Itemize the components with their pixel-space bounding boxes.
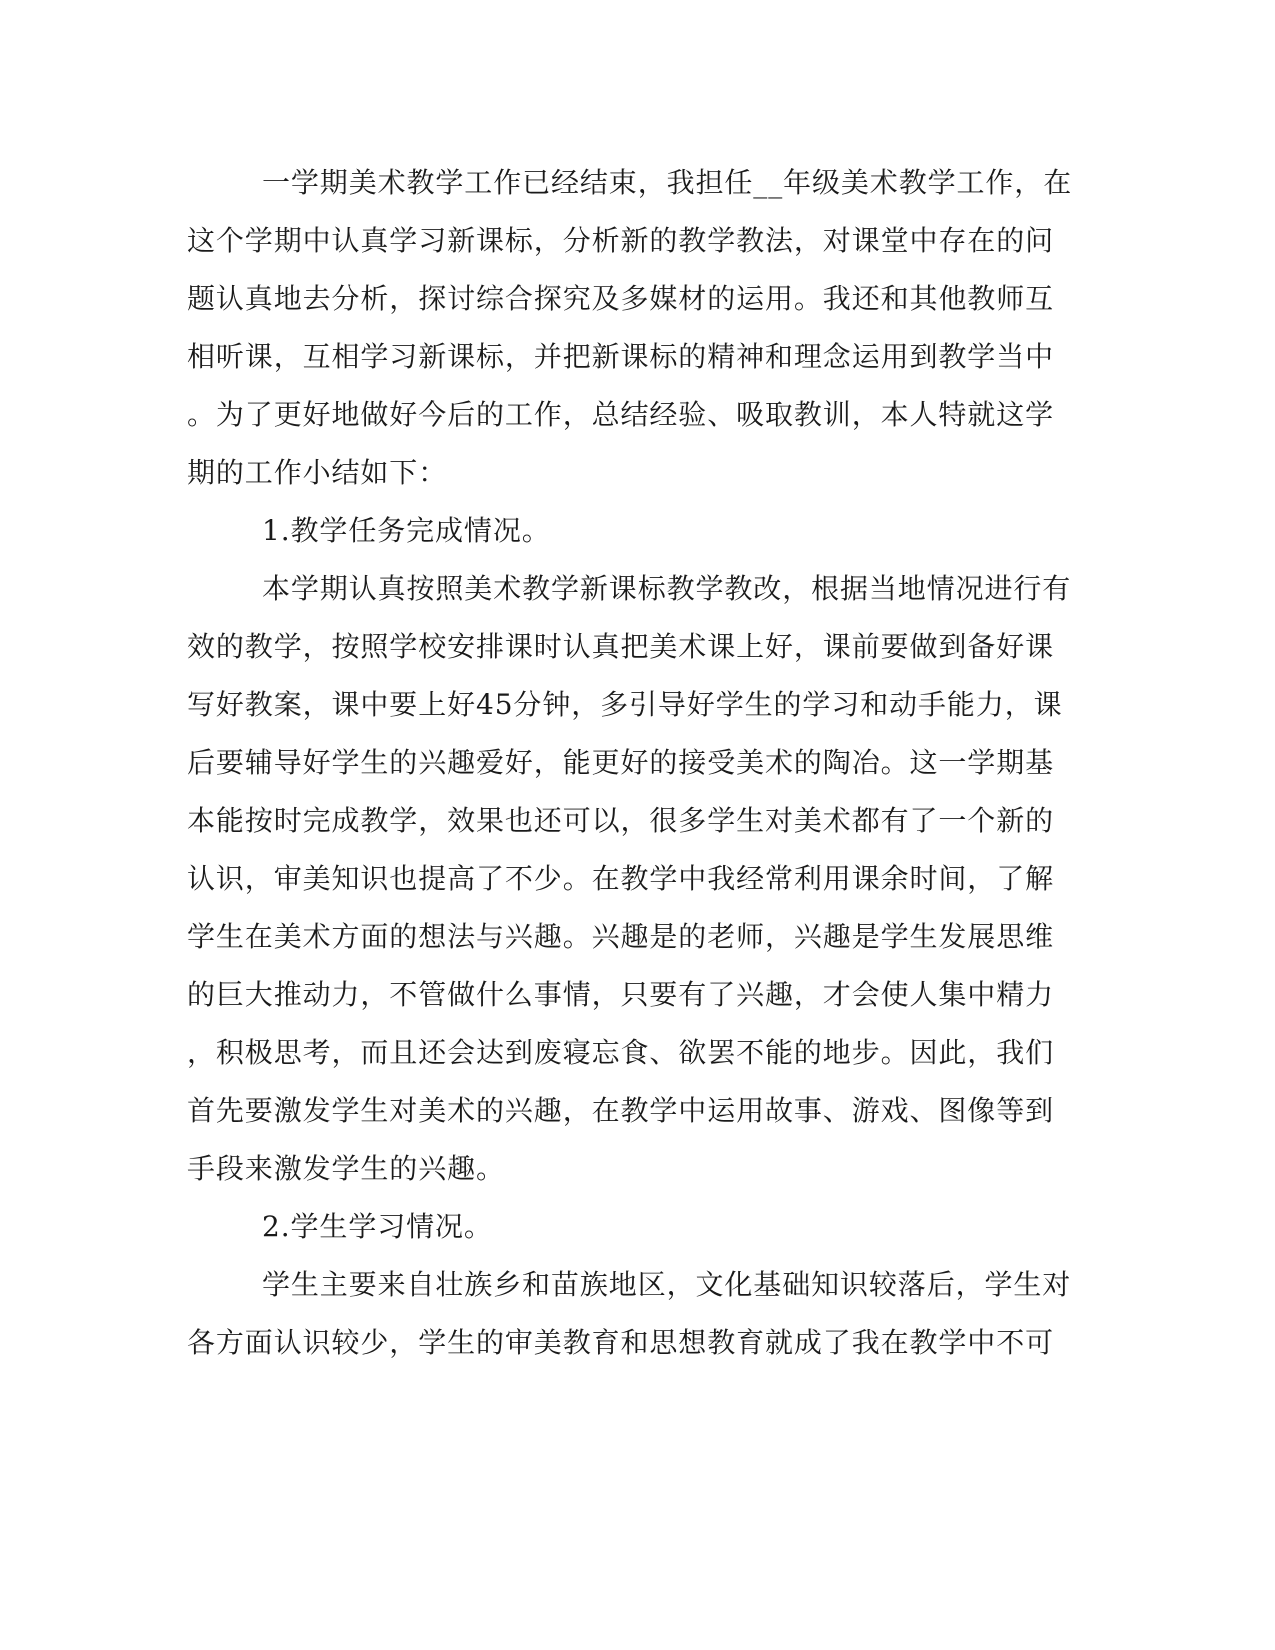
section-heading: 2.学生学习情况。 [262, 1210, 493, 1243]
text-line: 后要辅导好学生的兴趣爱好，能更好的接受美术的陶冶。这一学期基 [187, 746, 1055, 779]
text-line: ，积极思考，而且还会达到废寝忘食、欲罢不能的地步。因此，我们 [187, 1036, 1055, 1069]
text-line: 各方面认识较少，学生的审美教育和思想教育就成了我在教学中不可 [187, 1326, 1055, 1359]
text-line: 认识，审美知识也提高了不少。在教学中我经常利用课余时间，了解 [187, 862, 1055, 895]
text-line: 的巨大推动力，不管做什么事情，只要有了兴趣，才会使人集中精力 [187, 978, 1055, 1011]
text-line: 。为了更好地做好今后的工作，总结经验、吸取教训，本人特就这学 [187, 398, 1055, 431]
text-line: 效的教学，按照学校安排课时认真把美术课上好，课前要做到备好课 [187, 630, 1055, 663]
text-line: 本学期认真按照美术教学新课标教学教改，根据当地情况进行有 [262, 572, 1072, 605]
text-line: 题认真地去分析，探讨综合探究及多媒材的运用。我还和其他教师互 [187, 282, 1055, 315]
text-line: 学生在美术方面的想法与兴趣。兴趣是的老师，兴趣是学生发展思维 [187, 920, 1055, 953]
text-line: 期的工作小结如下： [187, 456, 448, 489]
text-line: 写好教案，课中要上好45分钟，多引导好学生的学习和动手能力，课 [187, 688, 1063, 721]
section-heading: 1.教学任务完成情况。 [262, 514, 551, 547]
text-line: 相听课，互相学习新课标，并把新课标的精神和理念运用到教学当中 [187, 340, 1055, 373]
text-line: 本能按时完成教学，效果也还可以，很多学生对美术都有了一个新的 [187, 804, 1055, 837]
text-line: 一学期美术教学工作已经结束，我担任__年级美术教学工作，在 [262, 166, 1073, 199]
text-line: 学生主要来自壮族乡和苗族地区，文化基础知识较落后，学生对 [262, 1268, 1072, 1301]
text-line: 手段来激发学生的兴趣。 [187, 1152, 505, 1185]
text-line: 首先要激发学生对美术的兴趣，在教学中运用故事、游戏、图像等到 [187, 1094, 1055, 1127]
text-line: 这个学期中认真学习新课标，分析新的教学教法，对课堂中存在的问 [187, 224, 1055, 257]
